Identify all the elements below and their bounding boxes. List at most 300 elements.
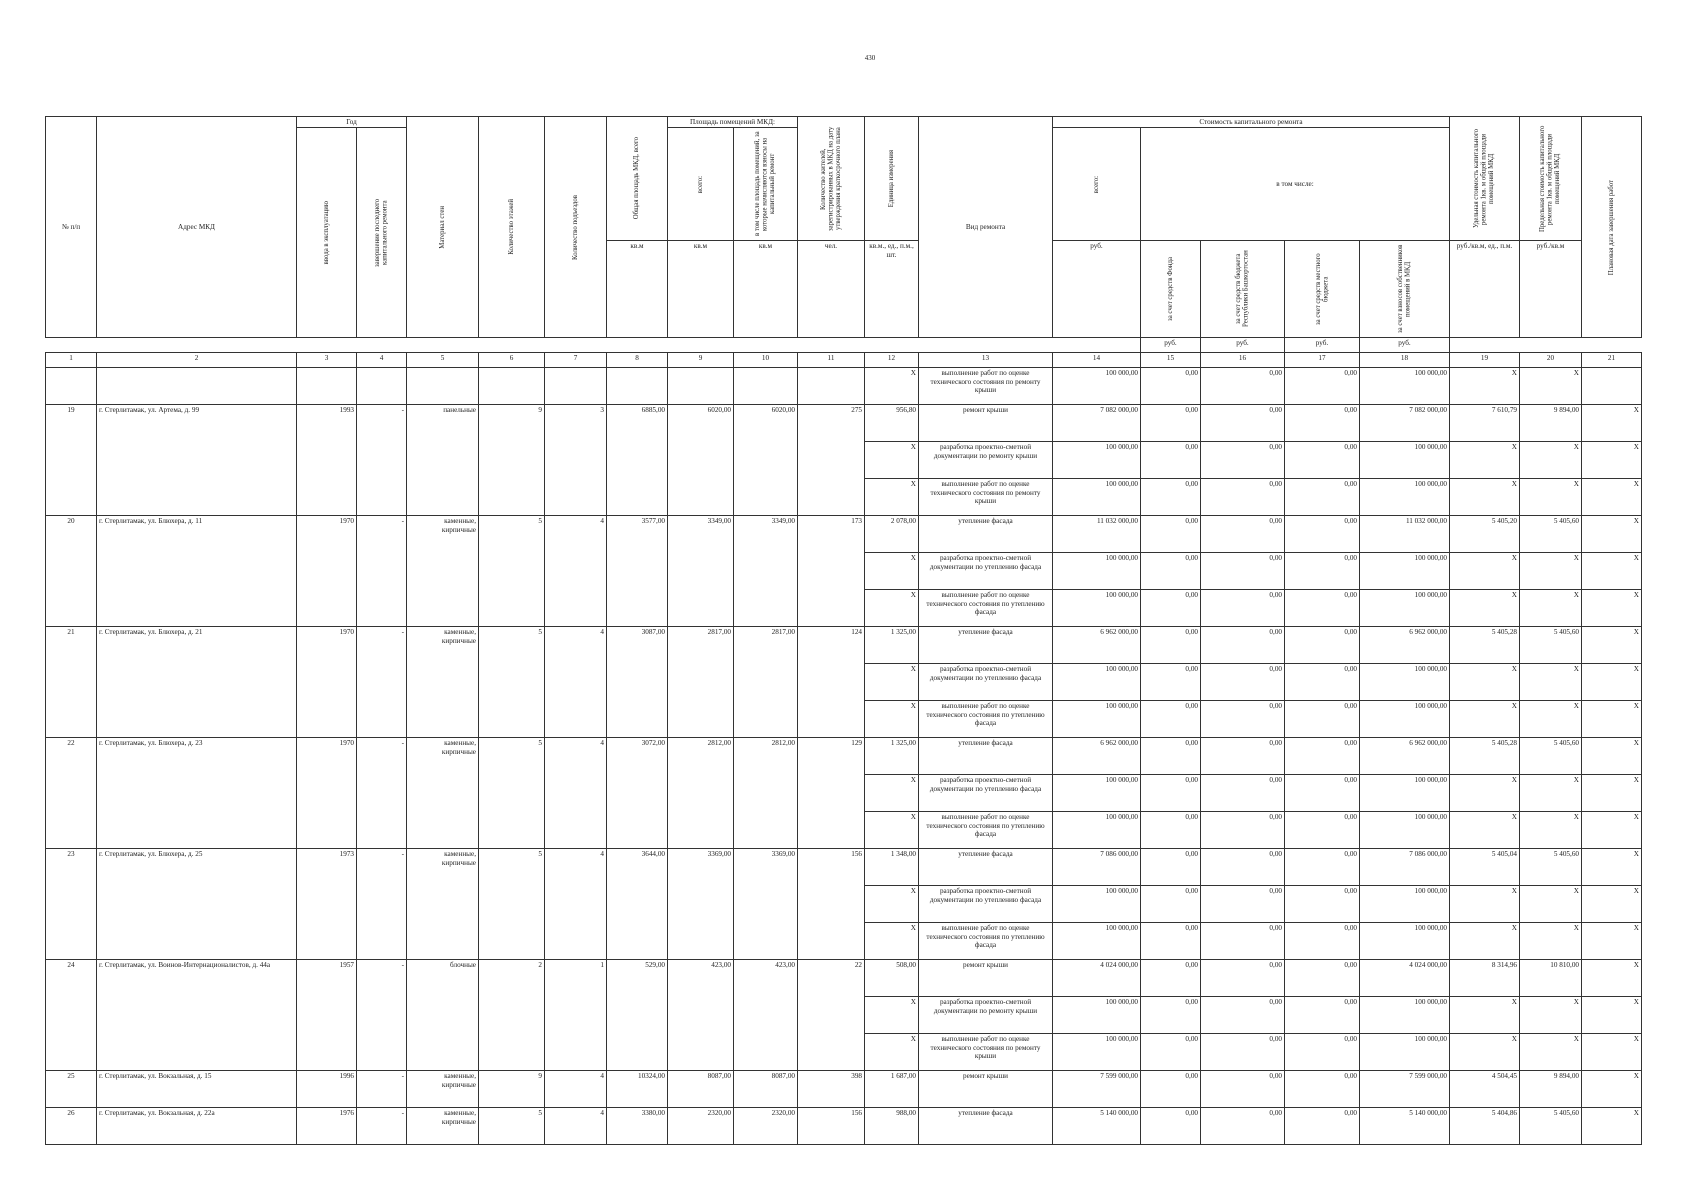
header-cost-all: всего: (1053, 128, 1141, 241)
repair-type-cell: выполнение работ по оценке технического состояния по утеплению фасада (919, 812, 1053, 849)
cost-total-cell: 6 962 000,00 (1053, 627, 1141, 664)
cost-republic-cell: 0,00 (1201, 405, 1285, 442)
floors-cell: 5 (479, 849, 545, 960)
col-number: 7 (545, 353, 607, 368)
max-cost-cell: X (1520, 701, 1582, 738)
cost-total-cell: 100 000,00 (1053, 442, 1141, 479)
header-premises-incl: в том числе площадь помещений, за которые начисляются взносы на капитальный ремонт (734, 128, 798, 241)
measure-cell: X (865, 775, 919, 812)
cost-fund-cell: 0,00 (1141, 590, 1201, 627)
cost-republic-cell: 0,00 (1201, 1071, 1285, 1108)
unit-cost-cell: 5 404,86 (1450, 1108, 1520, 1145)
premises-area-cell: 2812,00 (668, 738, 734, 849)
empty-cell (479, 368, 545, 405)
cost-republic-cell: 0,00 (1201, 442, 1285, 479)
end-date-cell: X (1582, 775, 1642, 812)
cost-total-cell: 4 024 000,00 (1053, 960, 1141, 997)
measure-cell: X (865, 553, 919, 590)
year-last-repair-cell: - (357, 1108, 407, 1145)
cost-owners-cell: 100 000,00 (1360, 442, 1450, 479)
end-date-cell: X (1582, 849, 1642, 886)
row-number: 26 (46, 1108, 97, 1145)
measure-cell: 2 078,00 (865, 516, 919, 553)
repair-type-cell: ремонт крыши (919, 405, 1053, 442)
cost-fund-cell: 0,00 (1141, 701, 1201, 738)
col-number: 3 (297, 353, 357, 368)
premises-area-cell: 2817,00 (668, 627, 734, 738)
table-body (46, 368, 1642, 1145)
repair-type-cell: разработка проектно-сметной документации по утеплению фасада (919, 775, 1053, 812)
cost-local-cell: 0,00 (1285, 664, 1360, 701)
repair-type-cell: ремонт крыши (919, 960, 1053, 997)
rub-units-row (46, 338, 1642, 353)
unit-measure: кв.м., ед., п.м., шт. (865, 241, 919, 338)
cost-republic-cell: 0,00 (1201, 664, 1285, 701)
row-number: 19 (46, 405, 97, 516)
table-row (46, 627, 1642, 664)
residents-cell: 275 (798, 405, 865, 516)
unit-total-area: кв.м (607, 241, 668, 338)
year-last-repair-cell: - (357, 849, 407, 960)
row-number: 24 (46, 960, 97, 1071)
cost-owners-cell: 100 000,00 (1360, 1034, 1450, 1071)
cost-total-cell: 100 000,00 (1053, 886, 1141, 923)
unit-premises-all: кв.м (668, 241, 734, 338)
header-repair-type: Вид ремонта (919, 117, 1053, 338)
cost-local-cell: 0,00 (1285, 479, 1360, 516)
measure-cell: X (865, 368, 919, 405)
max-cost-cell: X (1520, 442, 1582, 479)
measure-cell: 508,00 (865, 960, 919, 997)
cost-fund-cell: 0,00 (1141, 1071, 1201, 1108)
cost-total-cell: 7 082 000,00 (1053, 405, 1141, 442)
unit-cost-cell: X (1450, 590, 1520, 627)
empty-cell (668, 368, 734, 405)
cost-total-cell: 7 086 000,00 (1053, 849, 1141, 886)
col-number: 12 (865, 353, 919, 368)
entrances-cell: 4 (545, 738, 607, 849)
measure-cell: 956,80 (865, 405, 919, 442)
header-unit-cost: Удельная стоимость капитального ремонта 1кв. м общей площади помещений МКД (1450, 117, 1520, 241)
cost-local-cell: 0,00 (1285, 812, 1360, 849)
residents-cell: 22 (798, 960, 865, 1071)
cost-total-cell: 5 140 000,00 (1053, 1108, 1141, 1145)
cost-owners-cell: 11 032 000,00 (1360, 516, 1450, 553)
cost-fund-cell: 0,00 (1141, 1034, 1201, 1071)
total-area-cell: 6885,00 (607, 405, 668, 516)
row-number: 23 (46, 849, 97, 960)
col-number: 18 (1360, 353, 1450, 368)
floors-cell: 5 (479, 516, 545, 627)
col-number: 21 (1582, 353, 1642, 368)
cost-republic-cell: 0,00 (1201, 886, 1285, 923)
repair-type-cell: выполнение работ по оценке технического состояния по утеплению фасада (919, 590, 1053, 627)
year-commission-cell: 1970 (297, 627, 357, 738)
unit-cost-cell: X (1450, 664, 1520, 701)
empty-cell (357, 368, 407, 405)
repair-type-cell: выполнение работ по оценке технического состояния по ремонту крыши (919, 368, 1053, 405)
empty-cell (607, 368, 668, 405)
unit-cost-cell: 5 405,28 (1450, 627, 1520, 664)
measure-cell: 1 687,00 (865, 1071, 919, 1108)
measure-cell: 1 348,00 (865, 849, 919, 886)
repair-type-cell: разработка проектно-сметной документации по утеплению фасада (919, 664, 1053, 701)
residents-cell: 173 (798, 516, 865, 627)
column-number-row (46, 353, 1642, 368)
col-number: 16 (1201, 353, 1285, 368)
cost-fund-cell: 0,00 (1141, 923, 1201, 960)
residents-cell: 129 (798, 738, 865, 849)
max-cost-cell: X (1520, 368, 1582, 405)
empty-cell (46, 368, 97, 405)
header-unit: Единица измерения (865, 117, 919, 241)
cost-owners-cell: 100 000,00 (1360, 590, 1450, 627)
col-number: 11 (798, 353, 865, 368)
year-last-repair-cell: - (357, 1071, 407, 1108)
max-cost-cell: 5 405,60 (1520, 516, 1582, 553)
repair-type-cell: утепление фасада (919, 1108, 1053, 1145)
row-number: 22 (46, 738, 97, 849)
col-number: 1 (46, 353, 97, 368)
repair-type-cell: разработка проектно-сметной документации по утеплению фасада (919, 553, 1053, 590)
end-date-cell: X (1582, 1108, 1642, 1145)
entrances-cell: 1 (545, 960, 607, 1071)
header-cost-owners: за счет взносов собственников помещений в МКД (1360, 241, 1450, 338)
header-address: Адрес МКД (97, 117, 297, 338)
floors-cell: 5 (479, 627, 545, 738)
max-cost-cell: X (1520, 775, 1582, 812)
empty-cell (297, 368, 357, 405)
end-date-cell: X (1582, 664, 1642, 701)
cost-local-cell: 0,00 (1285, 368, 1360, 405)
unit-cost-owners: руб. (1360, 338, 1450, 353)
max-cost-cell: 9 894,00 (1520, 1071, 1582, 1108)
end-date-cell: X (1582, 553, 1642, 590)
max-cost-cell: X (1520, 553, 1582, 590)
end-date-cell: X (1582, 812, 1642, 849)
empty-cell (545, 368, 607, 405)
cost-total-cell: 100 000,00 (1053, 553, 1141, 590)
header-floors: Количество этажей (479, 117, 545, 338)
address-cell: г. Стерлитамак, ул. Вокзальная, д. 22а (97, 1108, 297, 1145)
cost-republic-cell: 0,00 (1201, 553, 1285, 590)
unit-cost-cell: 5 405,20 (1450, 516, 1520, 553)
cost-republic-cell: 0,00 (1201, 590, 1285, 627)
max-cost-cell: X (1520, 1034, 1582, 1071)
cost-local-cell: 0,00 (1285, 553, 1360, 590)
premises-area-cell: 2320,00 (668, 1108, 734, 1145)
premises-incl-cell: 2817,00 (734, 627, 798, 738)
year-commission-cell: 1973 (297, 849, 357, 960)
cost-local-cell: 0,00 (1285, 701, 1360, 738)
year-commission-cell: 1957 (297, 960, 357, 1071)
col-number: 8 (607, 353, 668, 368)
floors-cell: 5 (479, 738, 545, 849)
repair-type-cell: выполнение работ по оценке технического состояния по ремонту крыши (919, 479, 1053, 516)
unit-cost-local: руб. (1285, 338, 1360, 353)
header-premises-group: Площадь помещений МКД: (668, 117, 798, 128)
max-cost-cell: X (1520, 812, 1582, 849)
premises-incl-cell: 6020,00 (734, 405, 798, 516)
cost-local-cell: 0,00 (1285, 1034, 1360, 1071)
cost-local-cell: 0,00 (1285, 886, 1360, 923)
cost-fund-cell: 0,00 (1141, 886, 1201, 923)
entrances-cell: 4 (545, 849, 607, 960)
floors-cell: 2 (479, 960, 545, 1071)
residents-cell: 124 (798, 627, 865, 738)
cost-local-cell: 0,00 (1285, 1071, 1360, 1108)
measure-cell: X (865, 812, 919, 849)
unit-residents: чел. (798, 241, 865, 338)
end-date-cell: X (1582, 590, 1642, 627)
cost-owners-cell: 100 000,00 (1360, 701, 1450, 738)
year-last-repair-cell: - (357, 405, 407, 516)
year-commission-cell: 1970 (297, 516, 357, 627)
cost-owners-cell: 100 000,00 (1360, 997, 1450, 1034)
cost-total-cell: 7 599 000,00 (1053, 1071, 1141, 1108)
cost-fund-cell: 0,00 (1141, 849, 1201, 886)
end-date-cell: X (1582, 1034, 1642, 1071)
total-area-cell: 3087,00 (607, 627, 668, 738)
header-year-commission: ввода в эксплуатацию (297, 128, 357, 338)
unit-premises-incl: кв.м (734, 241, 798, 338)
row-number: 20 (46, 516, 97, 627)
col-number: 20 (1520, 353, 1582, 368)
cost-owners-cell: 100 000,00 (1360, 664, 1450, 701)
measure-cell: X (865, 1034, 919, 1071)
max-cost-cell: 5 405,60 (1520, 1108, 1582, 1145)
col-number: 17 (1285, 353, 1360, 368)
year-commission-cell: 1976 (297, 1108, 357, 1145)
col-number: 10 (734, 353, 798, 368)
wall-material-cell: каменные, кирпичные (407, 1071, 479, 1108)
cost-republic-cell: 0,00 (1201, 849, 1285, 886)
repair-type-cell: разработка проектно-сметной документации по ремонту крыши (919, 997, 1053, 1034)
cost-local-cell: 0,00 (1285, 997, 1360, 1034)
measure-cell: X (865, 923, 919, 960)
unit-cost-cell: 5 405,28 (1450, 738, 1520, 775)
col-number: 14 (1053, 353, 1141, 368)
unit-unit-cost: руб./кв.м, ед., п.м. (1450, 241, 1520, 338)
cost-fund-cell: 0,00 (1141, 997, 1201, 1034)
empty-cell (798, 368, 865, 405)
unit-cost-cell: 8 314,96 (1450, 960, 1520, 997)
address-cell: г. Стерлитамак, ул. Блюхера, д. 21 (97, 627, 297, 738)
end-date-cell: X (1582, 516, 1642, 553)
table-header (46, 117, 1642, 368)
cost-local-cell: 0,00 (1285, 960, 1360, 997)
end-date-cell (1582, 368, 1642, 405)
entrances-cell: 4 (545, 627, 607, 738)
measure-cell: X (865, 442, 919, 479)
wall-material-cell: каменные, кирпичные (407, 849, 479, 960)
cost-republic-cell: 0,00 (1201, 960, 1285, 997)
address-cell: г. Стерлитамак, ул. Блюхера, д. 25 (97, 849, 297, 960)
cost-total-cell: 100 000,00 (1053, 812, 1141, 849)
entrances-cell: 3 (545, 405, 607, 516)
wall-material-cell: каменные, кирпичные (407, 738, 479, 849)
cost-republic-cell: 0,00 (1201, 1034, 1285, 1071)
max-cost-cell: 5 405,60 (1520, 738, 1582, 775)
cost-fund-cell: 0,00 (1141, 516, 1201, 553)
cost-republic-cell: 0,00 (1201, 997, 1285, 1034)
header-cost-incl: в том числе: (1141, 128, 1450, 241)
cost-total-cell: 100 000,00 (1053, 1034, 1141, 1071)
max-cost-cell: X (1520, 590, 1582, 627)
premises-incl-cell: 3349,00 (734, 516, 798, 627)
cost-total-cell: 100 000,00 (1053, 664, 1141, 701)
premises-incl-cell: 2812,00 (734, 738, 798, 849)
max-cost-cell: X (1520, 664, 1582, 701)
measure-cell: 1 325,00 (865, 627, 919, 664)
end-date-cell: X (1582, 923, 1642, 960)
entrances-cell: 4 (545, 1071, 607, 1108)
cost-owners-cell: 100 000,00 (1360, 812, 1450, 849)
cost-owners-cell: 7 599 000,00 (1360, 1071, 1450, 1108)
cost-total-cell: 100 000,00 (1053, 590, 1141, 627)
col-number: 9 (668, 353, 734, 368)
measure-cell: X (865, 997, 919, 1034)
cost-owners-cell: 100 000,00 (1360, 553, 1450, 590)
header-total-area: Общая площадь МКД, всего (607, 117, 668, 241)
cost-fund-cell: 0,00 (1141, 1108, 1201, 1145)
cost-total-cell: 100 000,00 (1053, 775, 1141, 812)
wall-material-cell: каменные, кирпичные (407, 516, 479, 627)
entrances-cell: 4 (545, 516, 607, 627)
measure-cell: 1 325,00 (865, 738, 919, 775)
table-row (46, 516, 1642, 553)
max-cost-cell: X (1520, 886, 1582, 923)
col-number: 4 (357, 353, 407, 368)
measure-cell: X (865, 590, 919, 627)
cost-local-cell: 0,00 (1285, 849, 1360, 886)
cost-owners-cell: 100 000,00 (1360, 479, 1450, 516)
cost-fund-cell: 0,00 (1141, 812, 1201, 849)
repair-type-cell: утепление фасада (919, 738, 1053, 775)
col-number: 19 (1450, 353, 1520, 368)
cost-republic-cell: 0,00 (1201, 775, 1285, 812)
residents-cell: 156 (798, 1108, 865, 1145)
measure-cell: X (865, 664, 919, 701)
measure-cell: X (865, 479, 919, 516)
unit-cost-cell: X (1450, 812, 1520, 849)
cost-local-cell: 0,00 (1285, 442, 1360, 479)
end-date-cell: X (1582, 997, 1642, 1034)
measure-cell: 988,00 (865, 1108, 919, 1145)
unit-cost-republic: руб. (1201, 338, 1285, 353)
col-number: 15 (1141, 353, 1201, 368)
cost-owners-cell: 7 086 000,00 (1360, 849, 1450, 886)
cost-local-cell: 0,00 (1285, 516, 1360, 553)
header-cost-group: Стоимость капитального ремонта (1053, 117, 1450, 128)
cost-fund-cell: 0,00 (1141, 479, 1201, 516)
header-wall-material: Материал стен (407, 117, 479, 338)
cost-total-cell: 100 000,00 (1053, 923, 1141, 960)
year-last-repair-cell: - (357, 516, 407, 627)
address-cell: г. Стерлитамак, ул. Блюхера, д. 11 (97, 516, 297, 627)
capital-repair-table (45, 116, 1642, 1145)
premises-incl-cell: 423,00 (734, 960, 798, 1071)
wall-material-cell: панельные (407, 405, 479, 516)
cost-owners-cell: 100 000,00 (1360, 368, 1450, 405)
page-number: 430 (864, 54, 876, 62)
wall-material-cell: каменные, кирпичные (407, 1108, 479, 1145)
repair-type-cell: выполнение работ по оценке технического состояния по ремонту крыши (919, 1034, 1053, 1071)
col-number: 6 (479, 353, 545, 368)
cost-owners-cell: 100 000,00 (1360, 886, 1450, 923)
year-commission-cell: 1996 (297, 1071, 357, 1108)
cost-fund-cell: 0,00 (1141, 553, 1201, 590)
cost-republic-cell: 0,00 (1201, 923, 1285, 960)
unit-cost-cell: X (1450, 775, 1520, 812)
empty-cell (407, 368, 479, 405)
repair-type-cell: утепление фасада (919, 849, 1053, 886)
cost-owners-cell: 6 962 000,00 (1360, 627, 1450, 664)
total-area-cell: 3072,00 (607, 738, 668, 849)
measure-cell: X (865, 886, 919, 923)
residents-cell: 398 (798, 1071, 865, 1108)
cost-republic-cell: 0,00 (1201, 479, 1285, 516)
header-year-last-repair: завершение последнего капитального ремонта (357, 128, 407, 338)
cost-local-cell: 0,00 (1285, 1108, 1360, 1145)
premises-incl-cell: 2320,00 (734, 1108, 798, 1145)
cost-total-cell: 100 000,00 (1053, 479, 1141, 516)
premises-area-cell: 3369,00 (668, 849, 734, 960)
cost-local-cell: 0,00 (1285, 923, 1360, 960)
table-row (46, 1108, 1642, 1145)
cost-local-cell: 0,00 (1285, 738, 1360, 775)
row-number: 21 (46, 627, 97, 738)
floors-cell: 9 (479, 1071, 545, 1108)
address-cell: г. Стерлитамак, ул. Воинов-Интернационалистов, д. 44а (97, 960, 297, 1071)
cost-fund-cell: 0,00 (1141, 442, 1201, 479)
cost-local-cell: 0,00 (1285, 775, 1360, 812)
floors-cell: 9 (479, 405, 545, 516)
max-cost-cell: 5 405,60 (1520, 627, 1582, 664)
header-year-group: Год (297, 117, 407, 128)
premises-incl-cell: 3369,00 (734, 849, 798, 960)
address-cell: г. Стерлитамак, ул. Вокзальная, д. 15 (97, 1071, 297, 1108)
end-date-cell: X (1582, 479, 1642, 516)
unit-cost-cell: 7 610,79 (1450, 405, 1520, 442)
empty-cell (97, 368, 297, 405)
unit-cost-all: руб. (1053, 241, 1141, 338)
residents-cell: 156 (798, 849, 865, 960)
end-date-cell: X (1582, 405, 1642, 442)
entrances-cell: 4 (545, 1108, 607, 1145)
max-cost-cell: 5 405,60 (1520, 849, 1582, 886)
cost-republic-cell: 0,00 (1201, 701, 1285, 738)
total-area-cell: 3577,00 (607, 516, 668, 627)
max-cost-cell: X (1520, 997, 1582, 1034)
cost-total-cell: 100 000,00 (1053, 997, 1141, 1034)
repair-type-cell: утепление фасада (919, 627, 1053, 664)
premises-area-cell: 6020,00 (668, 405, 734, 516)
header-cost-republic: за счет средств бюджета Республики Башкортостан (1201, 241, 1285, 338)
cost-local-cell: 0,00 (1285, 590, 1360, 627)
unit-cost-cell: X (1450, 923, 1520, 960)
year-last-repair-cell: - (357, 627, 407, 738)
cost-republic-cell: 0,00 (1201, 738, 1285, 775)
cost-fund-cell: 0,00 (1141, 960, 1201, 997)
unit-cost-cell: X (1450, 997, 1520, 1034)
table-row (46, 849, 1642, 886)
cost-owners-cell: 5 140 000,00 (1360, 1108, 1450, 1145)
header-entrances: Количество подъездов (545, 117, 607, 338)
cost-total-cell: 6 962 000,00 (1053, 738, 1141, 775)
cost-republic-cell: 0,00 (1201, 627, 1285, 664)
repair-type-cell: ремонт крыши (919, 1071, 1053, 1108)
